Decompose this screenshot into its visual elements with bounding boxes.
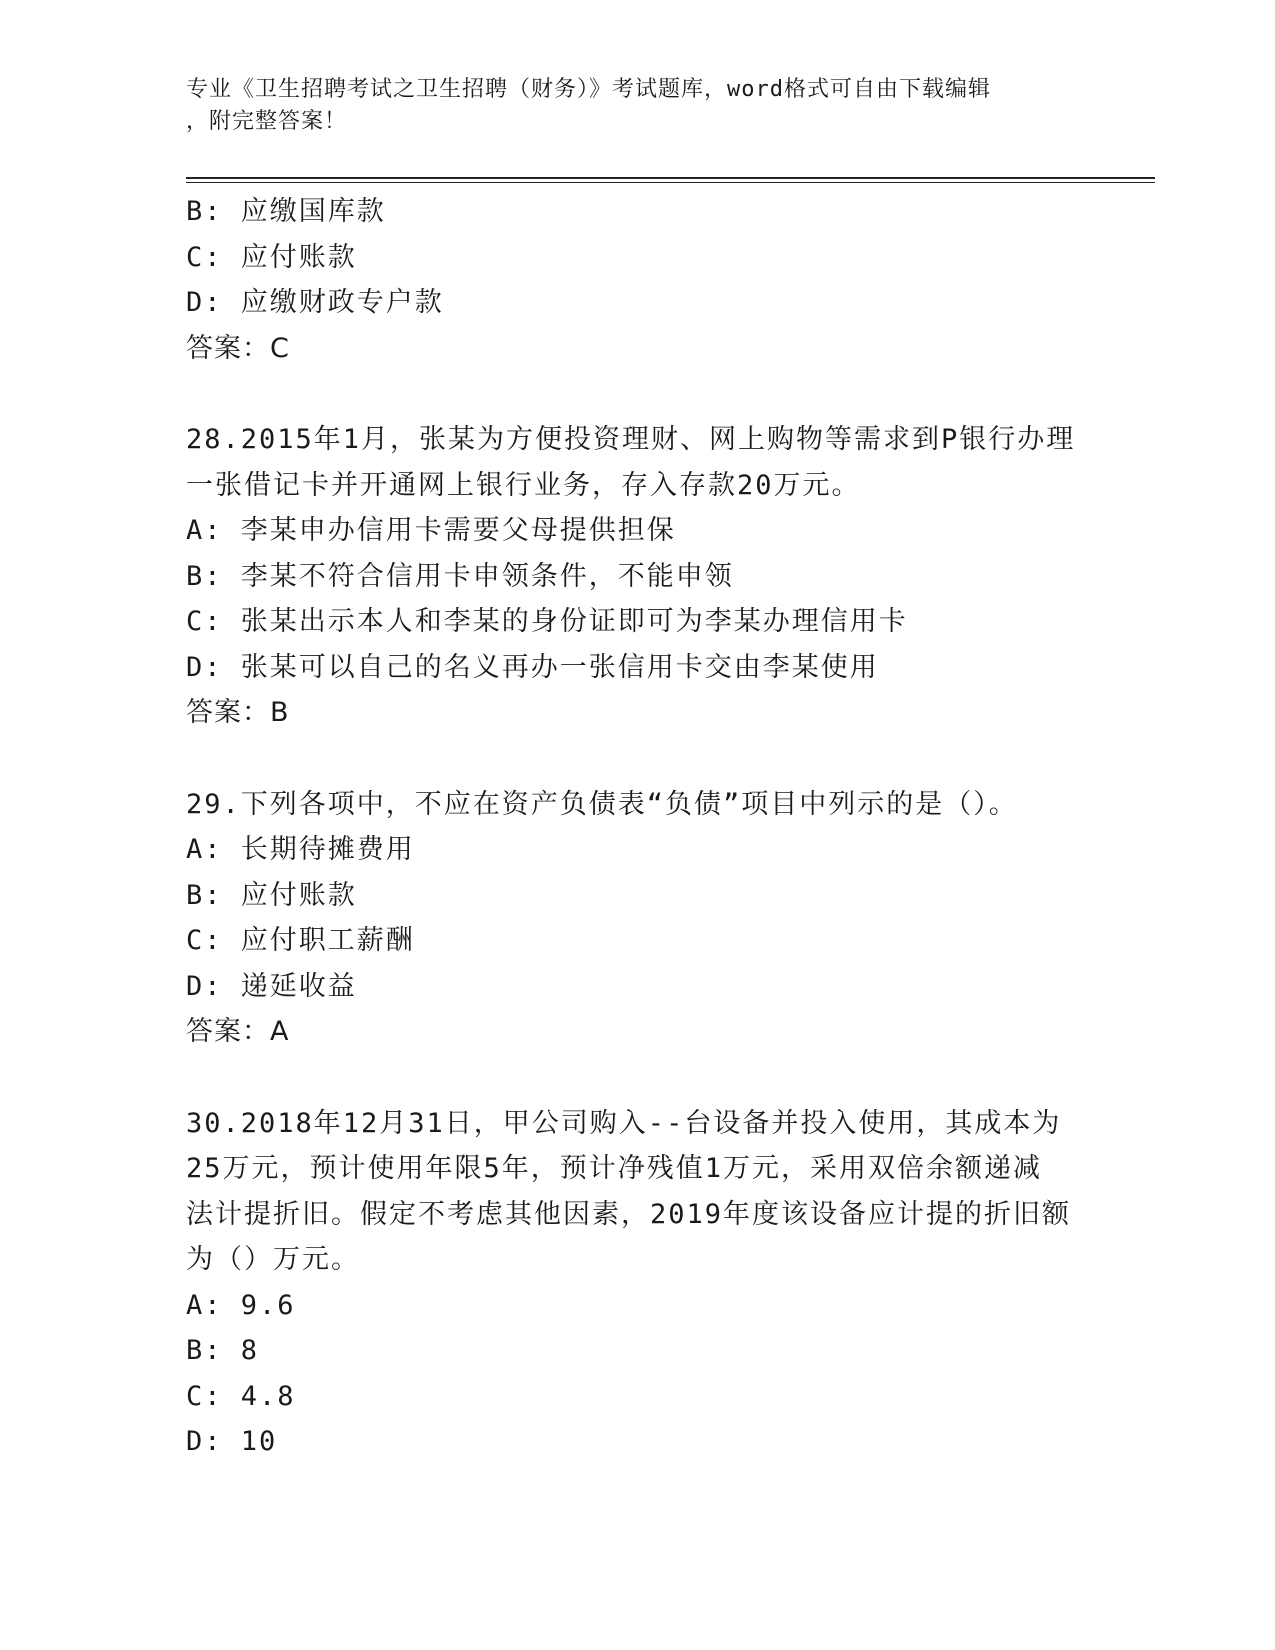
question-list [186, 189, 1086, 1465]
question-stem: 25万元，预计使用年限5年，预计净残值1万元，采用双倍余额递减 [186, 1153, 1043, 1184]
question-28 [186, 417, 1086, 736]
option-a: A: 9.6 [186, 1289, 296, 1321]
option-a: A: 长期待摊费用 [186, 834, 415, 865]
header-line-1: 专业《卫生招聘考试之卫生招聘（财务）》考试题库，word格式可自由下载编辑 [186, 77, 991, 102]
answer: 答案：B [186, 697, 290, 728]
question-29 [186, 782, 1086, 1055]
header-divider [186, 177, 1155, 179]
option-d: D: 应缴财政专户款 [186, 287, 444, 318]
question-stem: 法计提折旧。假定不考虑其他因素，2019年度该设备应计提的折旧额 [186, 1198, 1072, 1230]
header-line-2: ，附完整答案！ [186, 109, 348, 134]
question-30 [186, 1101, 1086, 1465]
document-header [186, 74, 1066, 138]
question-stem: 28.2015年1月，张某为方便投资理财、网上购物等需求到P银行办理 [186, 424, 1076, 455]
answer: 答案：A [186, 1016, 290, 1047]
question-stem: 29.下列各项中，不应在资产负债表“负债”项目中列示的是（）。 [186, 788, 1018, 820]
option-b: B: 应付账款 [186, 879, 357, 911]
option-d: D: 张某可以自己的名义再办一张信用卡交由李某使用 [186, 651, 879, 683]
answer: 答案：C [186, 332, 290, 364]
header-divider-thin [186, 182, 1155, 183]
question-stem: 30.2018年12月31日，甲公司购入--台设备并投入使用，其成本为 [186, 1107, 1062, 1139]
option-c: C: 应付账款 [186, 241, 357, 273]
option-c: C: 张某出示本人和李某的身份证即可为李某办理信用卡 [186, 606, 908, 637]
question-stem: 一张借记卡并开通网上银行业务，存入存款20万元。 [186, 469, 861, 501]
option-c: C: 4.8 [186, 1380, 296, 1412]
option-d: D: 递延收益 [186, 970, 357, 1002]
option-b: B: 李某不符合信用卡申领条件，不能申领 [186, 560, 734, 592]
option-d: D: 10 [186, 1426, 278, 1457]
question-27 [186, 189, 1086, 371]
option-b: B: 8 [186, 1335, 260, 1366]
question-stem: 为（）万元。 [186, 1244, 360, 1275]
option-a: A: 李某申办信用卡需要父母提供担保 [186, 515, 676, 546]
option-b: B: 应缴国库款 [186, 196, 386, 227]
option-c: C: 应付职工薪酬 [186, 925, 415, 956]
